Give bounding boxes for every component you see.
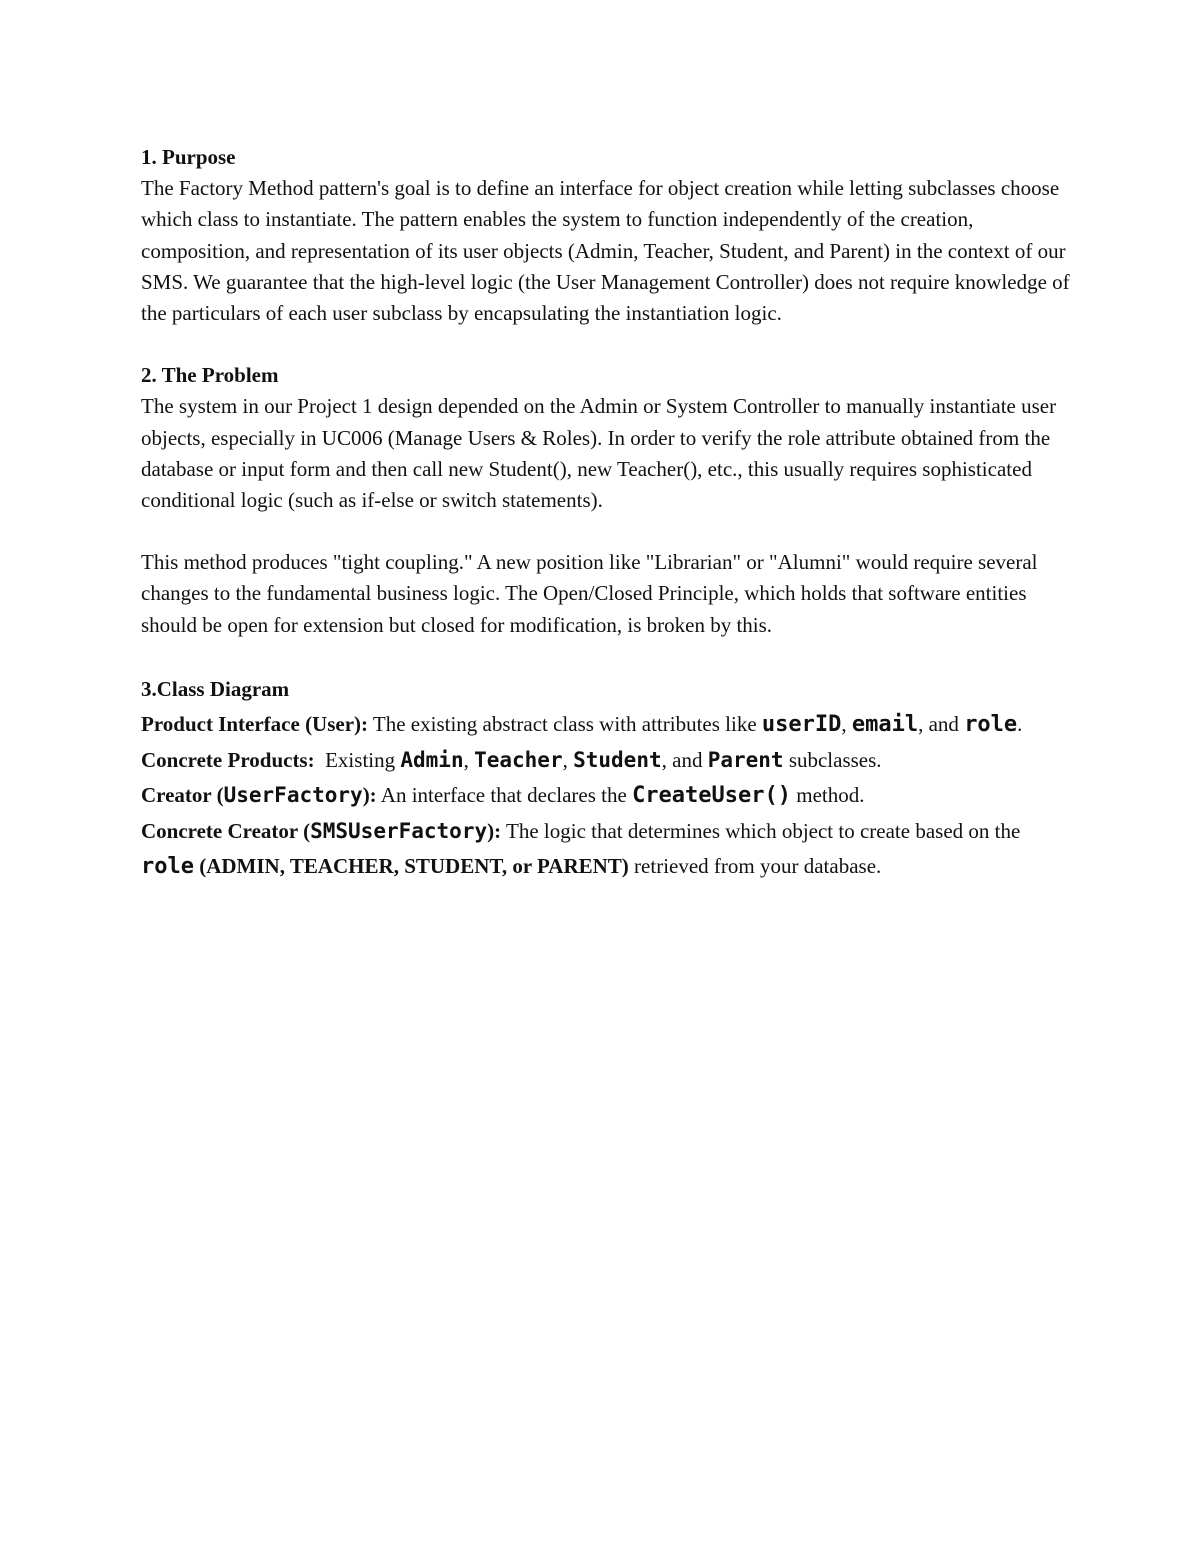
sentence-end: retrieved from your database. — [628, 854, 882, 879]
class-parent: Parent — [707, 747, 784, 772]
separator: , — [562, 747, 574, 772]
creator-label-end: ): — [362, 783, 377, 808]
concrete-products-line — [141, 743, 1071, 779]
role-values: (ADMIN, TEACHER, STUDENT, or PARENT) — [193, 854, 629, 879]
attribute-userid: userID — [761, 712, 842, 738]
creator-line — [141, 778, 1071, 814]
concrete-creator-label-end: ): — [487, 818, 502, 843]
attribute-role: role — [141, 854, 194, 880]
creator-text: An interface that declares the — [376, 783, 633, 808]
product-interface-text: The existing abstract class with attributes like — [368, 712, 762, 737]
product-interface-line — [141, 707, 1071, 743]
concrete-creator-label-start: Concrete Creator ( — [141, 818, 311, 843]
concrete-creator-text: The logic that determines which object to create based on the — [501, 818, 1021, 843]
class-smsuserfactory: SMSUserFactory — [310, 818, 488, 843]
attribute-role: role — [964, 712, 1018, 738]
paragraph-gap — [141, 516, 1071, 547]
sentence-end: . — [1017, 712, 1023, 737]
document-page — [141, 142, 1071, 885]
class-student: Student — [573, 747, 662, 772]
class-userfactory: UserFactory — [223, 783, 363, 808]
problem-paragraph-1: The system in our Project 1 design depended on the Admin or System Controller to manually instantiate user objects, especially in UC006 (Manage Users & Roles). In order to verify the role attribute obtained from the database or input form and then call new Student(), new Teacher(), etc., this usually requires sophisticated conditional logic (such as if-else or switch statements). — [141, 394, 1057, 513]
section-heading-class-diagram: 3.Class Diagram — [141, 676, 290, 701]
method-createuser: CreateUser() — [632, 783, 792, 809]
paragraph-gap — [141, 329, 1071, 360]
section-heading-purpose: 1. Purpose — [141, 145, 236, 169]
problem-paragraph-2: This method produces "tight coupling." A new position like "Librarian" or "Alumni" would require several changes to the fundamental business logic. The Open/Closed Principle, which holds that software entities should be open for extension but closed for modification, is broken by this. — [141, 550, 1038, 637]
purpose-paragraph: The Factory Method pattern's goal is to define an interface for object creation while letting subclasses choose which class to instantiate. The pattern enables the system to function independently of the creation, composition, and representation of its user objects (Admin, Teacher, Student, and Parent) in the context of our SMS. We guarantee that the high-level logic (the User Management Controller) does not require knowledge of the particulars of each user subclass by encapsulating the instantiation logic. — [141, 176, 1070, 326]
class-admin: Admin — [400, 747, 464, 772]
sentence-end: subclasses. — [783, 747, 882, 772]
separator: , — [841, 712, 852, 737]
attribute-email: email — [851, 712, 919, 738]
class-teacher: Teacher — [474, 747, 563, 772]
paragraph-gap — [141, 641, 1071, 672]
sentence-end: method. — [791, 783, 865, 808]
creator-label-start: Creator ( — [141, 783, 224, 808]
separator: , and — [661, 747, 708, 772]
product-interface-label: Product Interface (User): — [141, 712, 369, 737]
section-heading-problem: 2. The Problem — [141, 363, 279, 388]
concrete-products-label: Concrete Products: — [141, 747, 315, 772]
separator: , and — [918, 712, 965, 737]
separator: , — [463, 747, 475, 772]
concrete-creator-line — [141, 814, 1071, 885]
concrete-products-text: Existing — [314, 747, 401, 772]
